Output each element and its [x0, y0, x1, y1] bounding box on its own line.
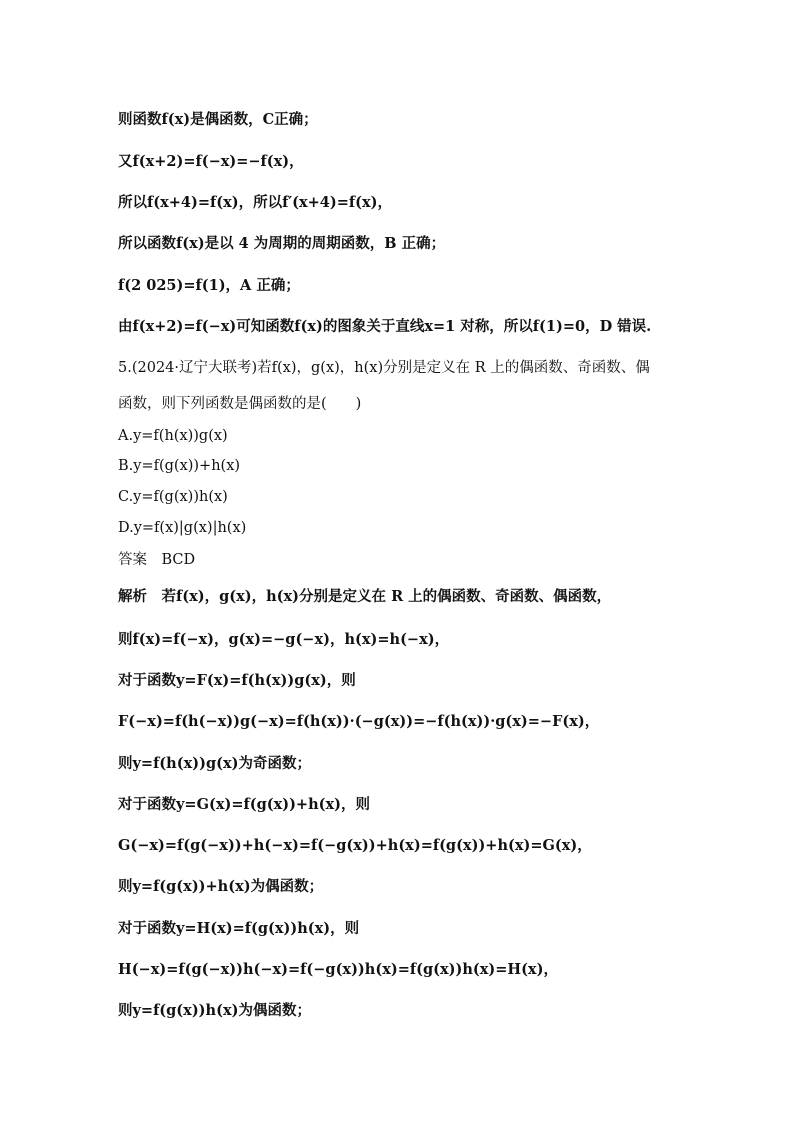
solution-line-d-wrong: 由f(x+2)=f(−x)可知函数f(x)的图象关于直线x=1 对称，所以f(1)=0，D 错误. [118, 318, 652, 335]
analysis-func-h-even: 则y=f(g(x))h(x)为偶函数； [118, 1002, 311, 1019]
question-5-stem-line2: 函数，则下列函数是偶函数的是( ) [118, 396, 362, 412]
option-b: B.y=f(g(x))+h(x) [118, 458, 241, 474]
solution-line-c-even: 则函数f(x)是偶函数，C正确； [118, 111, 318, 128]
solution-line-a-correct: f(2 025)=f(1)，A 正确； [118, 277, 300, 294]
analysis-intro: 解析 若f(x)，g(x)，h(x)分别是定义在 R 上的偶函数、奇函数、偶函数， [118, 588, 612, 605]
option-a: A.y=f(h(x))g(x) [118, 428, 228, 444]
solution-line-b-correct: 所以函数f(x)是以 4 为周期的周期函数，B 正确； [118, 235, 446, 252]
analysis-parity: 则f(x)=f(−x)，g(x)=−g(−x)，h(x)=h(−x)， [118, 631, 450, 648]
analysis-func-f-odd: 则y=f(h(x))g(x)为奇函数； [118, 755, 311, 772]
solution-line-period4: 所以f(x+4)=f(x)，所以f′(x+4)=f(x)， [118, 194, 393, 211]
option-c: C.y=f(g(x))h(x) [118, 489, 228, 505]
analysis-func-h-calc: H(−x)=f(g(−x))h(−x)=f(−g(x))h(x)=f(g(x))h(x)=H(x)， [118, 961, 558, 978]
option-d: D.y=f(x)|g(x)|h(x) [118, 520, 247, 536]
analysis-func-f: 对于函数y=F(x)=f(h(x))g(x)，则 [118, 672, 356, 689]
analysis-func-f-calc: F(−x)=f(h(−x))g(−x)=f(h(x))·(−g(x))=−f(h(x))·g(x)=−F(x)， [118, 713, 600, 730]
solution-line-relation: 又f(x+2)=f(−x)=−f(x)， [118, 153, 304, 170]
question-5-stem-line1: 5.(2024·辽宁大联考)若f(x)，g(x)，h(x)分别是定义在 R 上的偶函数、奇函数、偶 [118, 360, 650, 376]
analysis-func-h: 对于函数y=H(x)=f(g(x))h(x)，则 [118, 920, 360, 937]
analysis-func-g-even: 则y=f(g(x))+h(x)为偶函数； [118, 878, 324, 895]
analysis-func-g: 对于函数y=G(x)=f(g(x))+h(x)，则 [118, 796, 370, 813]
answer-line: 答案 BCD [118, 552, 196, 568]
analysis-func-g-calc: G(−x)=f(g(−x))+h(−x)=f(−g(x))+h(x)=f(g(x))+h(x)=G(x)， [118, 837, 592, 854]
